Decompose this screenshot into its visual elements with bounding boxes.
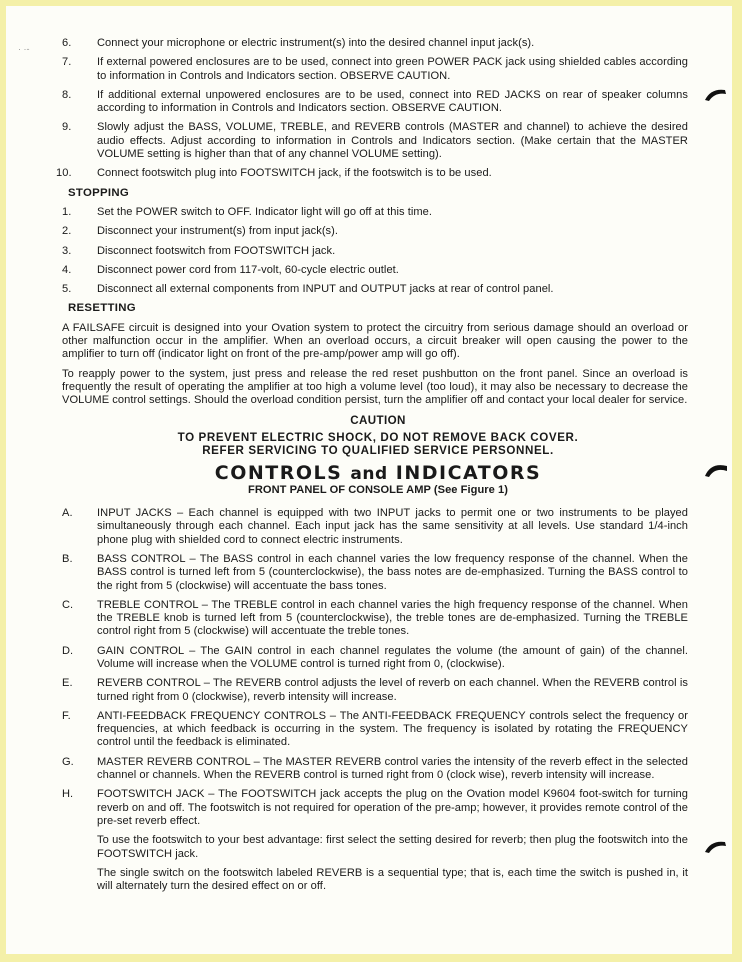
title-word: CONTROLS (214, 462, 343, 485)
item-text: BASS CONTROL – The BASS control in each channel varies the low frequency response of the channel. When the BASS control is turned left from 5 (counterclockwise), the bass notes are de-emphasized. Turning the BASS control to the right from 5 (clockwise) will accentuate the bass tones. (97, 552, 688, 592)
step-text: If external powered enclosures are to be used, connect into green POWER PACK jack using shielded cables according to information in Controls and Indicators section. OBSERVE CAUTION. (97, 56, 688, 82)
title-word: and (350, 464, 388, 485)
title-word: INDICATORS (395, 462, 542, 485)
step-number: 1. (62, 205, 72, 218)
caution-line: TO PREVENT ELECTRIC SHOCK, DO NOT REMOVE BACK COVER. (177, 430, 579, 444)
stopping-step (62, 205, 688, 219)
section-title (68, 462, 688, 485)
item-text: GAIN CONTROL – The GAIN control in each channel regulates the volume (the amount of gain) of the channel. Volume will increase when the VOLUME control is turned right from 0, (clockwise). (97, 644, 688, 670)
step-text: Connect your microphone or electric instrument(s) into the desired channel input jack(s). (97, 37, 535, 49)
setup-step-7 (62, 56, 688, 83)
section-subtitle: FRONT PANEL OF CONSOLE AMP (See Figure 1) (248, 483, 508, 496)
step-number: 3. (62, 244, 72, 257)
item-text: TREBLE CONTROL – The TREBLE control in each channel varies the high frequency response of the channel. When the TREBLE knob is turned left from 5 (counterclockwise), the treble tones are de-emphasized. Turning the TREBLE control right from 5 (clockwise) will accentuate the treble tones. (97, 598, 688, 638)
step-text: Set the POWER switch to OFF. Indicator light will go off at this time. (97, 205, 432, 218)
step-number: 7. (62, 56, 72, 69)
control-item-f (62, 709, 688, 750)
setup-step-10 (56, 167, 688, 180)
step-number: 8. (62, 88, 72, 101)
step-text: If additional external unpowered enclosures are to be used, connect into RED JACKS on rear of speaker columns according to information in Controls and Indicators section. OBSERVE CAUTION. (97, 88, 688, 115)
control-item-h (62, 788, 688, 828)
step-number: 4. (62, 263, 72, 276)
control-item-b (62, 552, 688, 593)
step-number: 9. (62, 121, 72, 134)
control-item-c (62, 598, 688, 639)
stopping-step (62, 263, 688, 277)
control-item-g (62, 755, 688, 783)
item-text: FOOTSWITCH JACK – The FOOTSWITCH jack accepts the plug on the Ovation model K9604 foot-switch for turning reverb on and off. The footswitch is not required for operation of the pre-amp; however, it provides remote control of the pre-set reverb effect. (97, 788, 688, 827)
item-letter: G. (62, 755, 74, 768)
setup-step-9 (62, 121, 688, 161)
step-text: Disconnect power cord from 117-volt, 60-cycle electric outlet. (97, 263, 399, 276)
item-text: INPUT JACKS – Each channel is equipped with two INPUT jacks to permit one or two instruments to be played simultaneously through each channel. Each input jack has the same sensitivity at all levels. Use standard 1/4-inch phone plug with shielded cord to connect electric instruments. (97, 507, 688, 546)
resetting-paragraph: To reapply power to the system, just press and release the red reset pushbutton on the front panel. Since an overload is frequently the result of operating the amplifier at too high a volume level (too loud), it may also be necessary to decrease the VOLUME control settings. Should the overload condition persist, turn the amplifier off and contact your local dealer for service. (62, 367, 688, 407)
step-number: 5. (62, 283, 72, 296)
stopping-step (62, 283, 688, 296)
scan-speck: · ·‑ (18, 44, 30, 54)
item-text: ANTI-FEEDBACK FREQUENCY CONTROLS – The ANTI-FEEDBACK FREQUENCY controls select the frequency or frequencies, at which feedback is occurring in the system. The frequency is isolated by rotating the FREQUENCY control until the feedback is eliminated. (97, 709, 688, 749)
control-item-a (62, 507, 688, 547)
step-text: Disconnect all external components from INPUT and OUTPUT jacks at rear of control panel. (97, 283, 554, 296)
document-body (56, 37, 688, 899)
stopping-heading: STOPPING (68, 186, 130, 199)
binding-mark-icon (703, 838, 729, 854)
binding-mark-icon (703, 460, 729, 478)
footswitch-paragraph: To use the footswitch to your best advantage: first select the setting desired for reverb; then plug the footswitch into the FOOTSWITCH jack. (97, 834, 688, 860)
document-page (6, 6, 732, 954)
stopping-step (62, 244, 688, 258)
step-number: 10. (56, 167, 72, 180)
item-text: REVERB CONTROL – The REVERB control adjusts the level of reverb on each channel. When the REVERB control is turned right from 0 (clockwise), reverb intensity will increase. (97, 677, 688, 703)
setup-step-8 (62, 88, 688, 116)
resetting-paragraph: A FAILSAFE circuit is designed into your Ovation system to protect the circuitry from serious damage should an overload or other malfunction occur in the amplifier. When an overload occurs, a circuit breaker will open causing the power to the amplifier to turn off (indicator light on front of the pre-amp/power amp will go off). (62, 321, 688, 361)
step-text: Connect footswitch plug into FOOTSWITCH jack, if the footswitch is to be used. (97, 167, 492, 180)
footswitch-paragraph: The single switch on the footswitch labeled REVERB is a sequential type; that is, each time the switch is pushed in, it will alternately turn the desired effect on or off. (97, 866, 688, 893)
item-letter: B. (62, 552, 73, 565)
control-item-d (62, 644, 688, 672)
setup-step-6 (62, 37, 688, 50)
item-letter: F. (62, 709, 71, 722)
stopping-step (62, 225, 688, 238)
caution-title: CAUTION (350, 413, 406, 427)
step-text: Disconnect footswitch from FOOTSWITCH jack. (97, 244, 336, 257)
item-letter: E. (62, 677, 73, 690)
caution-line: REFER SERVICING TO QUALIFIED SERVICE PERSONNEL. (202, 444, 554, 458)
step-text: Disconnect your instrument(s) from input jack(s). (97, 225, 339, 238)
item-letter: C. (62, 598, 74, 611)
item-letter: D. (62, 644, 74, 657)
item-letter: A. (62, 507, 73, 520)
item-text: MASTER REVERB CONTROL – The MASTER REVERB control varies the intensity of the reverb effect in the selected channel or channels. When the REVERB control is turned right from 0 (clock wise), reverb intensity will increase. (97, 755, 688, 782)
step-text: Slowly adjust the BASS, VOLUME, TREBLE, and REVERB controls (MASTER and channel) to achieve the desired audio effects. Adjust according to information in Controls and Indicators section. (Make certain that the MASTER VOLUME setting is higher than that of any channel VOLUME setting). (97, 121, 688, 161)
item-letter: H. (62, 788, 74, 801)
resetting-heading: RESETTING (68, 302, 136, 315)
binding-mark-icon (703, 86, 729, 102)
caution-text (68, 431, 688, 458)
control-item-e (62, 677, 688, 704)
step-number: 2. (62, 225, 72, 238)
step-number: 6. (62, 37, 72, 49)
